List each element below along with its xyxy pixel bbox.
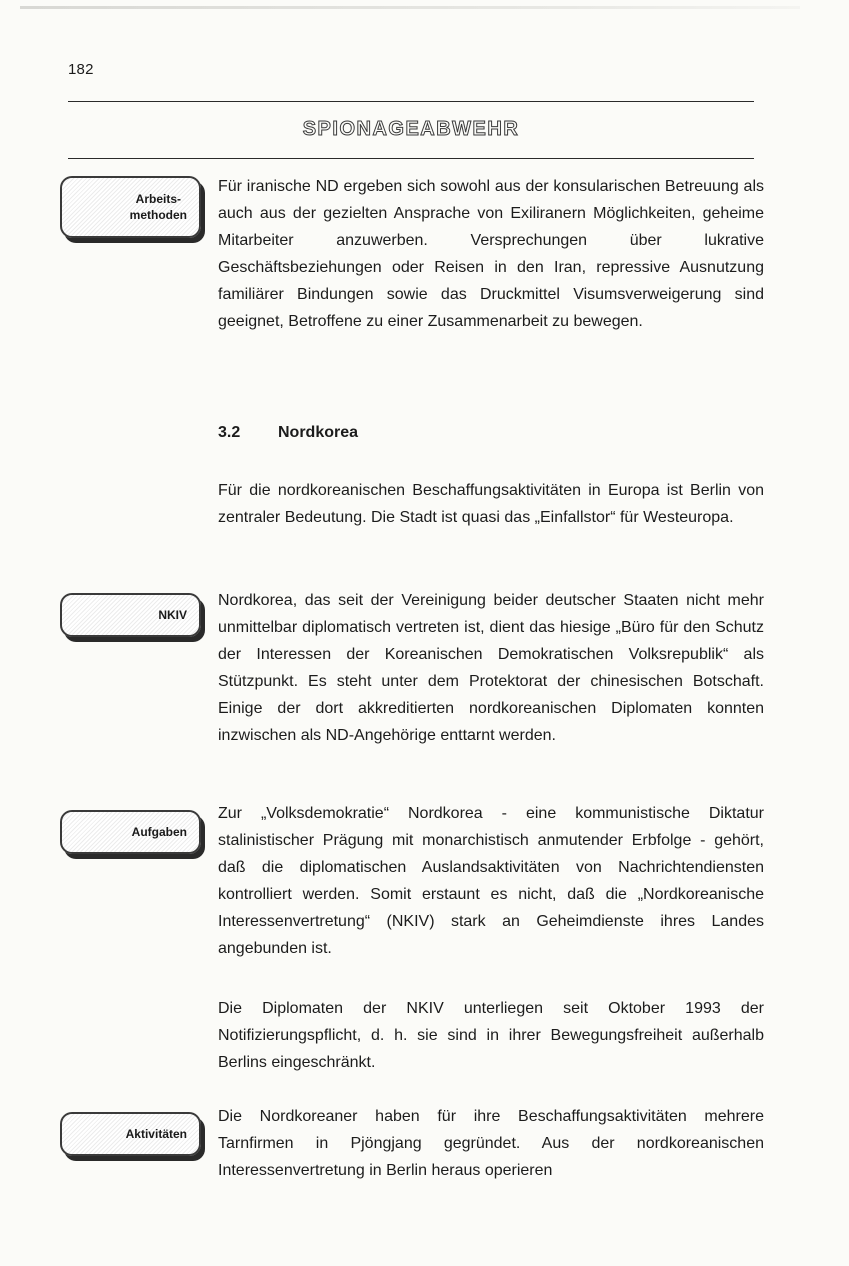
header-rule-bottom [68,158,754,159]
margin-note-label: Aktivitäten [125,1126,187,1141]
paragraph-berlin: Für die nordkoreanischen Beschaffungsaktivitäten in Europa ist Berlin von zentraler Bedeutung. Die Stadt ist quasi das „Einfallstor“ für Westeuropa. [218,482,764,526]
margin-note-label: Aufgaben [131,824,187,839]
margin-note-arbeitsmethoden [60,176,201,238]
margin-note-label: NKIV [158,607,187,622]
section-number: 3.2 [218,424,241,441]
section-title: Nordkorea [278,424,359,441]
paragraph-aufgaben: Zur „Volksdemokratie“ Nordkorea - eine kommunistische Diktatur stalinistischer Prägung mit monarchistisch anmutender Erbfolge - gehört, daß die diplomatischen Auslandsaktivitäten von Nachrichtendiensten kontrolliert werden. Somit erstaunt es nicht, daß die „Nordkoreanische Interessenvertretung“ (NKIV) stark an Geheimdienste ihres Landes angebunden ist. [218,805,764,957]
margin-note-label: Arbeits- methoden [129,191,187,222]
paragraph-aktivitaeten: Die Nordkoreaner haben für ihre Beschaffungsaktivitäten mehrere Tarnfirmen in Pjöngjang gegründet. Aus der nordkoreanischen Interessenvertretung in Berlin heraus operieren [218,1108,764,1179]
header-rule-top [68,101,754,102]
margin-note-aufgaben [60,810,201,854]
section-heading [218,424,358,442]
scan-edge [20,6,800,9]
running-title: SPIONAGEABWEHR [302,118,520,140]
paragraph-nkiv: Nordkorea, das seit der Vereinigung beider deutscher Staaten nicht mehr unmittelbar diplomatisch vertreten ist, dient das hiesige „Büro für den Schutz der Interessen der Koreanischen Demokratischen Volksrepublik“ als Stützpunkt. Es steht unter dem Protektorat der chinesischen Botschaft. Einige der dort akkreditierten nordkoreanischen Diplomaten konnten inzwischen als ND-Angehörige enttarnt werden. [218,592,764,744]
paragraph-arbeitsmethoden: Für iranische ND ergeben sich sowohl aus der konsularischen Betreuung als auch aus der gezielten Ansprache von Exiliranern Möglichkeiten, geheime Mitarbeiter anzuwerben. Versprechungen über lukrative Geschäftsbeziehungen oder Reisen in den Iran, repressive Ausnutzung familiärer Bindungen sowie das Druckmittel Visumsverweigerung sind geeignet, Betroffene zu einer Zusammenarbeit zu bewegen. [218,178,764,330]
page-number: 182 [68,61,94,78]
paragraph-notifizierung: Die Diplomaten der NKIV unterliegen seit Oktober 1993 der Notifizierungspflicht, d. h. sie sind in ihrer Bewegungsfreiheit außerhalb Berlins eingeschränkt. [218,1000,764,1071]
margin-note-nkiv [60,593,201,637]
margin-note-aktivitaeten [60,1112,201,1156]
